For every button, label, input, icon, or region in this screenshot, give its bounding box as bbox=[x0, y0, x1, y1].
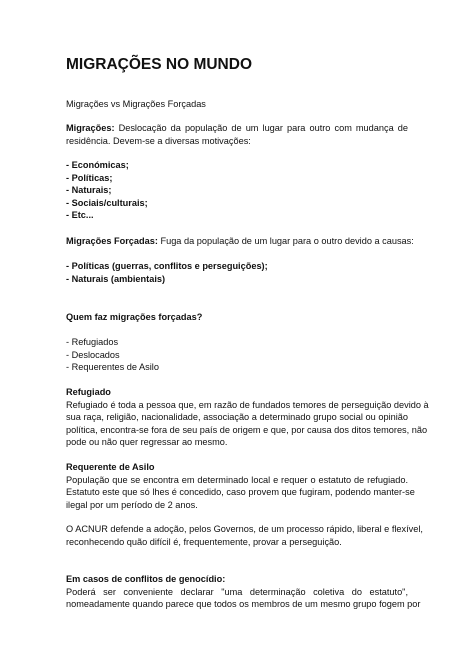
genocidio-heading: Em casos de conflitos de genocídio: bbox=[66, 574, 226, 584]
paragraph-line: pode ou não quer regressar ao mesmo. bbox=[66, 437, 228, 448]
genocidio-section bbox=[66, 573, 421, 611]
paragraph-line: Estatuto este que só lhes é concedido, caso provem que fugiram, podendo manter-se bbox=[66, 487, 415, 498]
list-item: - Naturais; bbox=[66, 185, 112, 196]
list-item: - Refugiados bbox=[66, 337, 119, 347]
migracoes-line-2: residência. Devem-se a diversas motivações: bbox=[66, 135, 251, 146]
page-title-block bbox=[66, 56, 408, 74]
asilo-section bbox=[66, 461, 415, 511]
paragraph-line: Poderá ser conveniente declarar "uma determinação coletiva do estatuto", bbox=[66, 586, 408, 597]
quem-heading: Quem faz migrações forçadas? bbox=[66, 312, 203, 322]
quem-list bbox=[66, 336, 408, 374]
paragraph-line: nomeadamente quando parece que todos os membros de um mesmo grupo fogem por bbox=[66, 599, 421, 610]
paragraph-line: política, encontra-se fora de seu país de origem e que, por causa dos ditos temores, não bbox=[66, 424, 428, 435]
page-title: MIGRAÇÕES NO MUNDO bbox=[66, 56, 252, 73]
migracoes-text-1: Deslocação da população de um lugar para outro com mudança de bbox=[114, 123, 408, 133]
quem-section bbox=[66, 311, 408, 324]
forcadas-term: Migrações Forçadas: bbox=[66, 236, 158, 246]
causas-list bbox=[66, 260, 408, 285]
list-item: - Requerentes de Asilo bbox=[66, 362, 159, 373]
motivacoes-list bbox=[66, 159, 408, 222]
paragraph-line: O ACNUR defende a adoção, pelos Governos, de um processo rápido, liberal e flexível, bbox=[66, 524, 423, 534]
list-item: - Etc... bbox=[66, 210, 94, 221]
migracoes-term: Migrações: bbox=[66, 123, 115, 133]
asilo-heading: Requerente de Asilo bbox=[66, 462, 155, 472]
paragraph-line: sua raça, religião, nacionalidade, associação a determinado grupo social ou opinião bbox=[66, 412, 408, 423]
forcadas-section bbox=[66, 235, 414, 248]
paragraph-line: reconhecendo quão difícil é, frequentemente, provar a perseguição. bbox=[66, 536, 342, 547]
list-item: - Sociais/culturais; bbox=[66, 197, 148, 208]
paragraph-line: Refugiado é toda a pessoa que, em razão de fundados temores de perseguição devido à bbox=[66, 399, 429, 410]
list-item: - Deslocados bbox=[66, 349, 120, 360]
acnur-section bbox=[66, 523, 423, 548]
list-item: - Naturais (ambientais) bbox=[66, 273, 166, 284]
forcadas-line-1 bbox=[66, 235, 414, 248]
migracoes-section bbox=[66, 122, 408, 147]
paragraph-line: População que se encontra em determinado local e requer o estatuto de refugiado. bbox=[66, 474, 408, 485]
list-item: - Políticas; bbox=[66, 172, 113, 183]
subtitle-block bbox=[66, 98, 408, 111]
list-item: - Políticas (guerras, conflitos e perseguições); bbox=[66, 261, 268, 271]
refugiado-section bbox=[66, 386, 429, 449]
subtitle: Migrações vs Migrações Forçadas bbox=[66, 99, 206, 109]
forcadas-text-1: Fuga da população de um lugar para o outro devido a causas: bbox=[157, 236, 414, 246]
list-item: - Económicas; bbox=[66, 160, 129, 170]
migracoes-line-1 bbox=[66, 122, 408, 135]
paragraph-line: ilegal por um período de 2 anos. bbox=[66, 499, 198, 510]
refugiado-heading: Refugiado bbox=[66, 387, 111, 397]
